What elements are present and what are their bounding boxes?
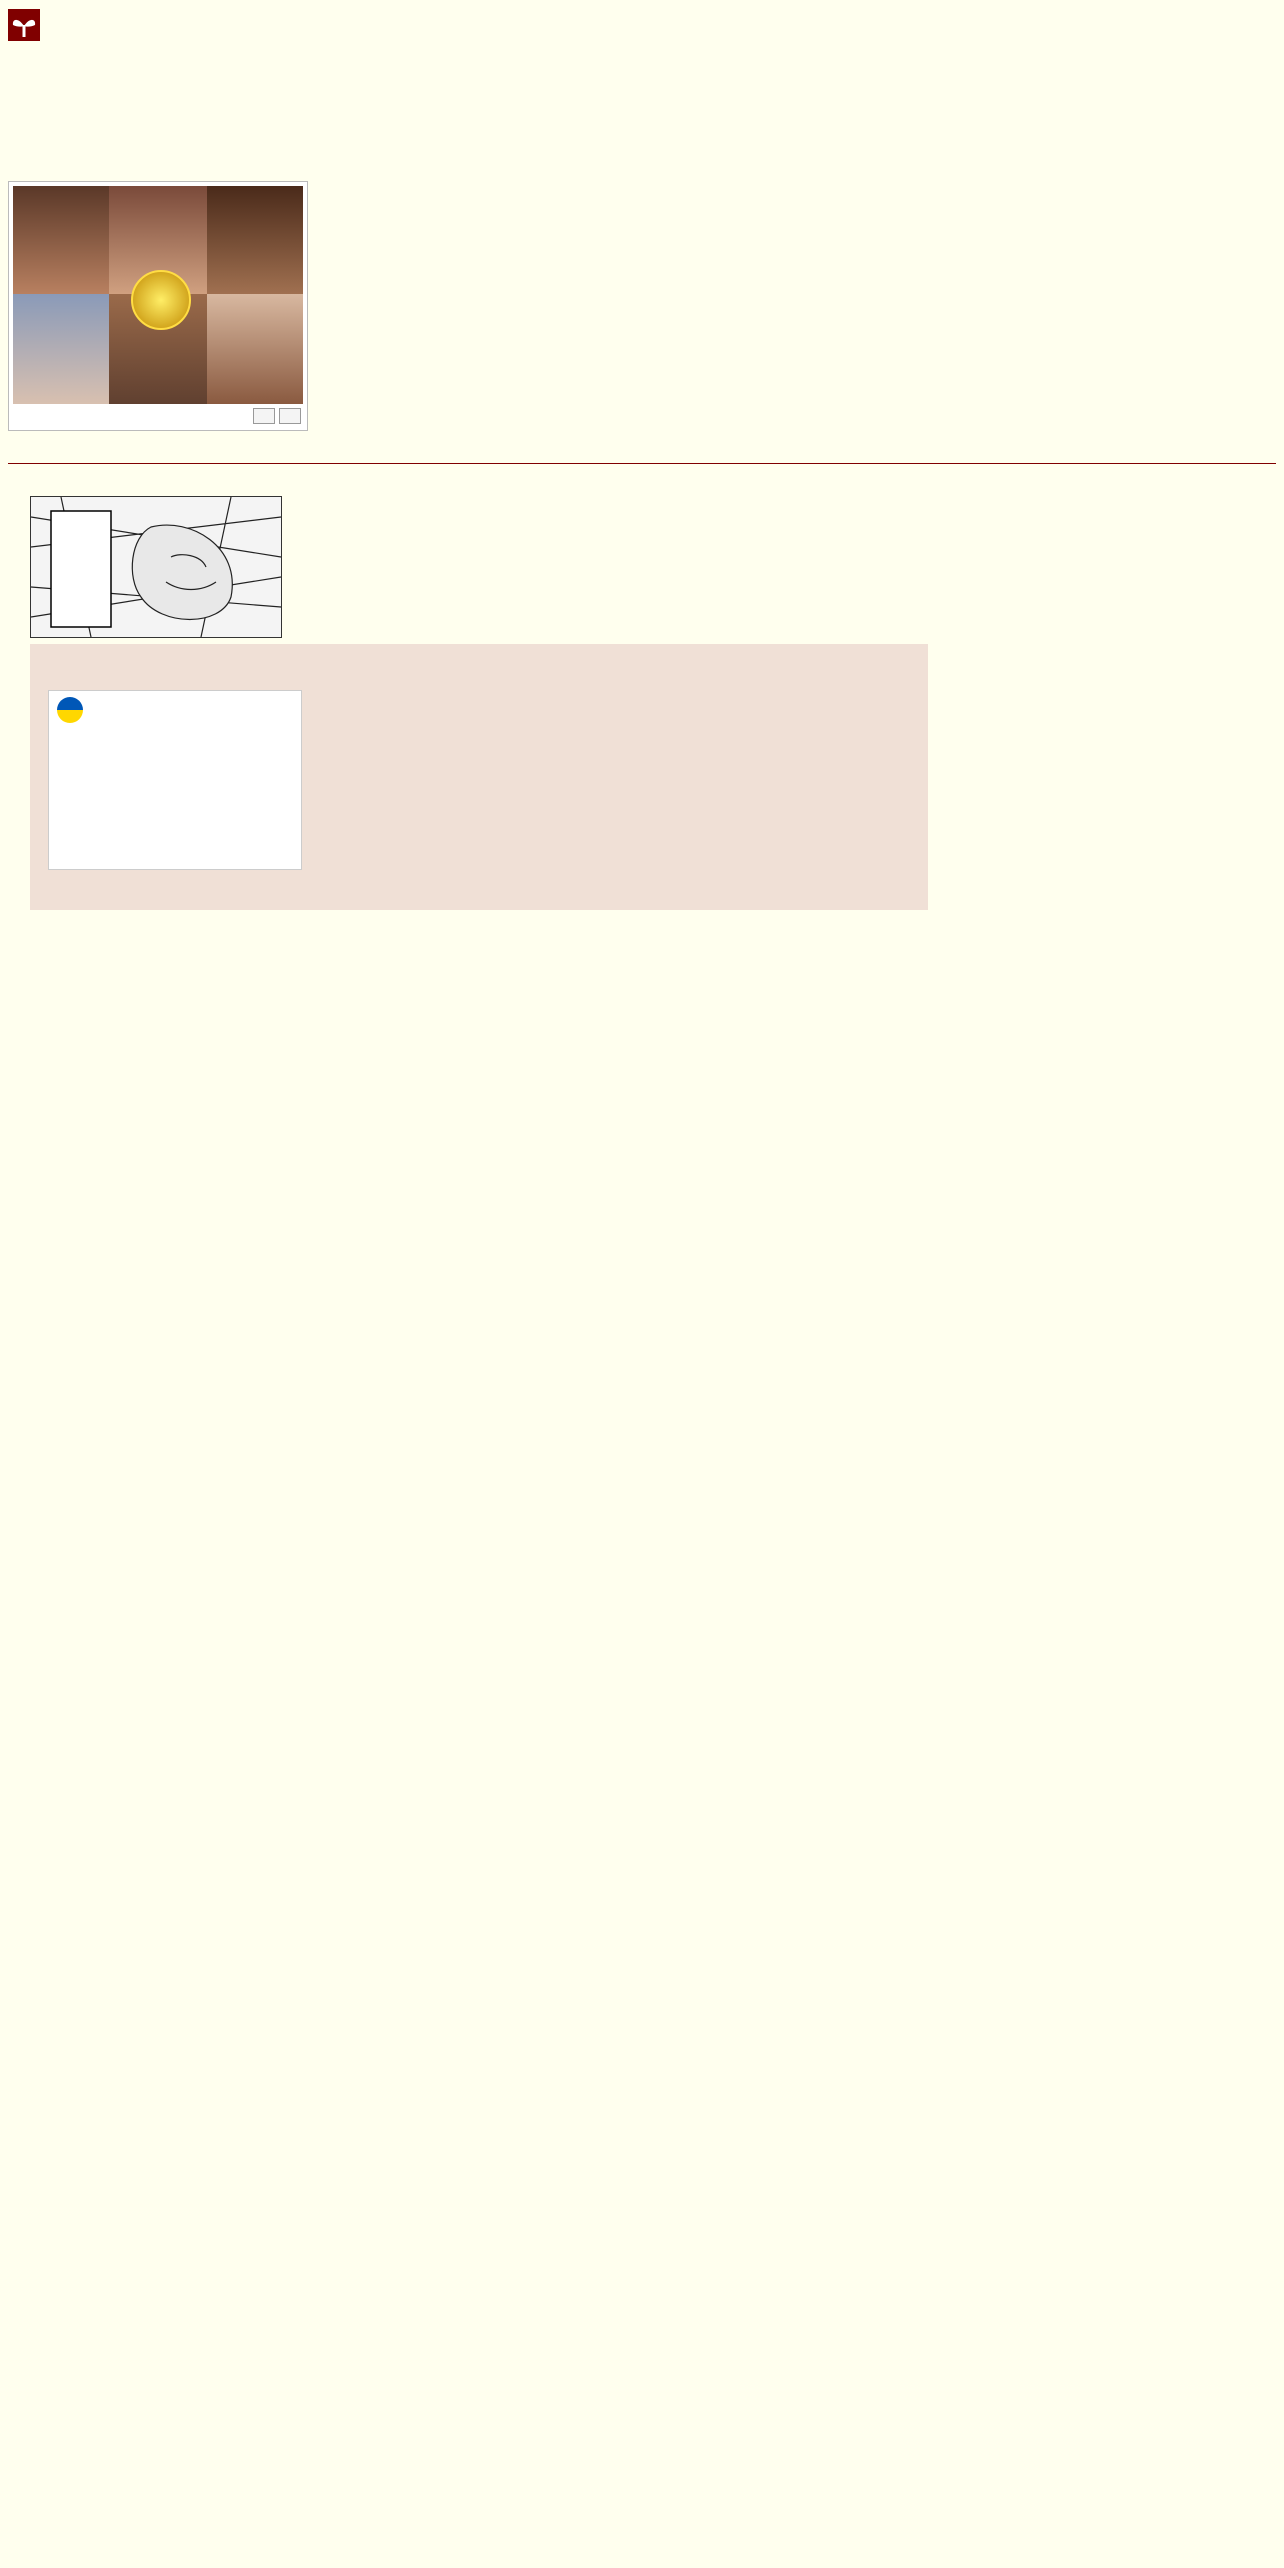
site-intro <box>8 56 608 98</box>
op-post <box>8 494 1276 644</box>
op-file-line <box>8 474 1276 494</box>
update-notice <box>8 108 608 129</box>
ad-emblem <box>131 270 191 330</box>
ad-next-button[interactable] <box>279 408 301 424</box>
divider <box>8 463 1276 464</box>
sprout-icon <box>8 9 40 41</box>
reply-image[interactable] <box>48 690 302 870</box>
nav-links <box>8 143 1276 165</box>
reply-post-1 <box>30 644 928 910</box>
op-header <box>300 494 304 514</box>
reply-header <box>32 650 42 670</box>
site-logo[interactable] <box>8 6 1276 44</box>
ad-banner[interactable] <box>8 181 308 431</box>
ad-prev-button[interactable] <box>253 408 275 424</box>
ad-nav <box>253 408 301 424</box>
tweet-text <box>49 723 301 735</box>
op-image[interactable] <box>30 496 282 638</box>
avatar <box>57 697 83 723</box>
ad-image[interactable] <box>13 186 303 404</box>
